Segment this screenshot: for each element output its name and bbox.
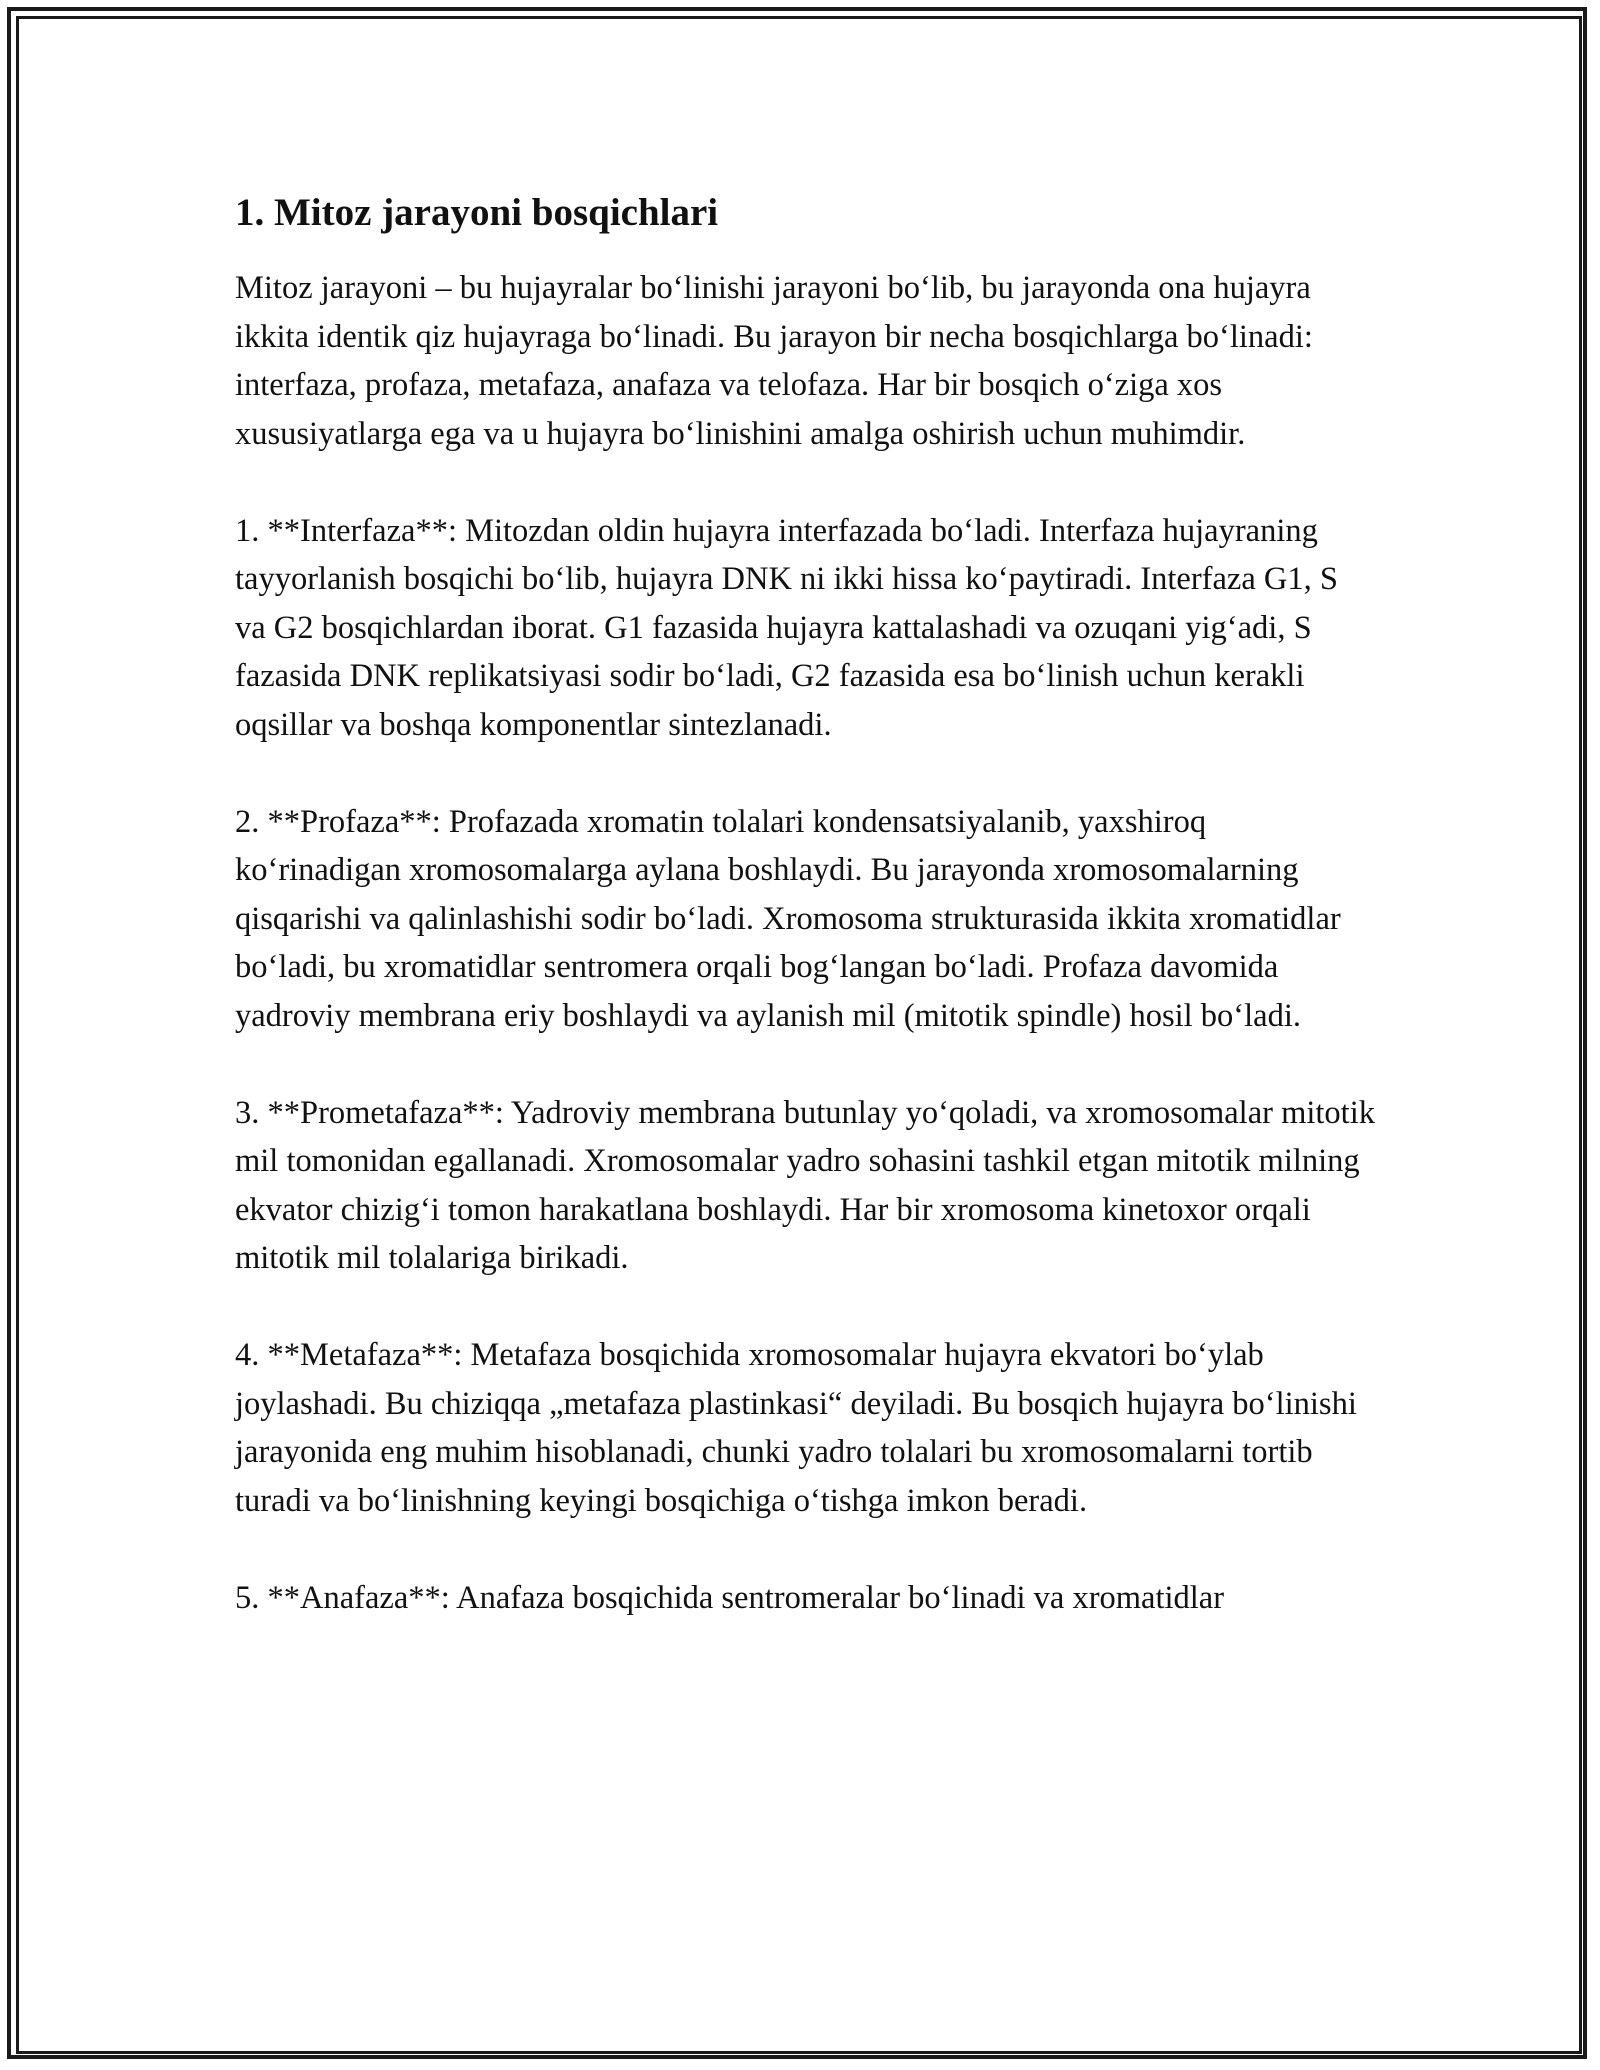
interfaza-paragraph: 1. **Interfaza**: Mitozdan oldin hujayra interfazada bo‘ladi. Interfaza hujayraning tayyorlanish bosqichi bo‘lib, hujayra DNK ni ikki hissa ko‘paytiradi. Interfaza G1, S va G2 bosqichlardan iborat. G1 fazasida hujayra kattalashadi va ozuqani yig‘adi, S fazasida DNK replikatsiyasi sodir bo‘ladi, G2 fazasida esa bo‘linish uchun kerakli oqsillar va boshqa komponentlar sintezlanadi. bbox=[235, 512, 1338, 743]
prometafaza-paragraph: 3. **Prometafaza**: Yadroviy membrana butunlay yo‘qoladi, va xromosomalar mitotik mil tomonidan egallanadi. Xromosomalar yadro sohasini tashkil etgan mitotik milning ekvator chizig‘i tomon harakatlana boshlaydi. Har bir xromosoma kinetoxor orqali mitotik mil tolalariga birikadi. bbox=[235, 1094, 1375, 1276]
profaza-paragraph: 2. **Profaza**: Profazada xromatin tolalari kondensatsiyalanib, yaxshiroq ko‘rinadigan xromosomalarga aylana boshlaydi. Bu jarayonda xromosomalarning qisqarishi va qalinlashishi sodir bo‘ladi. Xromosoma strukturasida ikkita xromatidlar bo‘ladi, bu xromatidlar sentromera orqali bog‘langan bo‘ladi. Profaza davomida yadroviy membrana eriy boshlaydi va aylanish mil (mitotik spindle) hosil bo‘ladi. bbox=[235, 803, 1341, 1034]
document-body bbox=[235, 185, 1375, 1671]
intro-paragraph: Mitoz jarayoni – bu hujayralar bo‘linishi jarayoni bo‘lib, bu jarayonda ona hujayra ikkita identik qiz hujayraga bo‘linadi. Bu jarayon bir necha bosqichlarga bo‘linadi: interfaza, profaza, metafaza, anafaza va telofaza. Har bir bosqich o‘ziga xos xususiyatlarga ega va u hujayra bo‘linishini amalga oshirish uchun muhimdir. bbox=[235, 270, 1313, 452]
metafaza-paragraph: 4. **Metafaza**: Metafaza bosqichida xromosomalar hujayra ekvatori bo‘ylab joylashadi. Bu chiziqqa „metafaza plastinkasi“ deyiladi. Bu bosqich hujayra bo‘linishi jarayonida eng muhim hisoblanadi, chunki yadro tolalari bu xromosomalarni tortib turadi va bo‘linishning keyingi bosqichiga o‘tishga imkon beradi. bbox=[235, 1337, 1357, 1519]
anafaza-paragraph: 5. **Anafaza**: Anafaza bosqichida sentromeralar bo‘linadi va xromatidlar bbox=[235, 1579, 1225, 1616]
page-title: 1. Mitoz jarayoni bosqichlari bbox=[235, 191, 719, 234]
